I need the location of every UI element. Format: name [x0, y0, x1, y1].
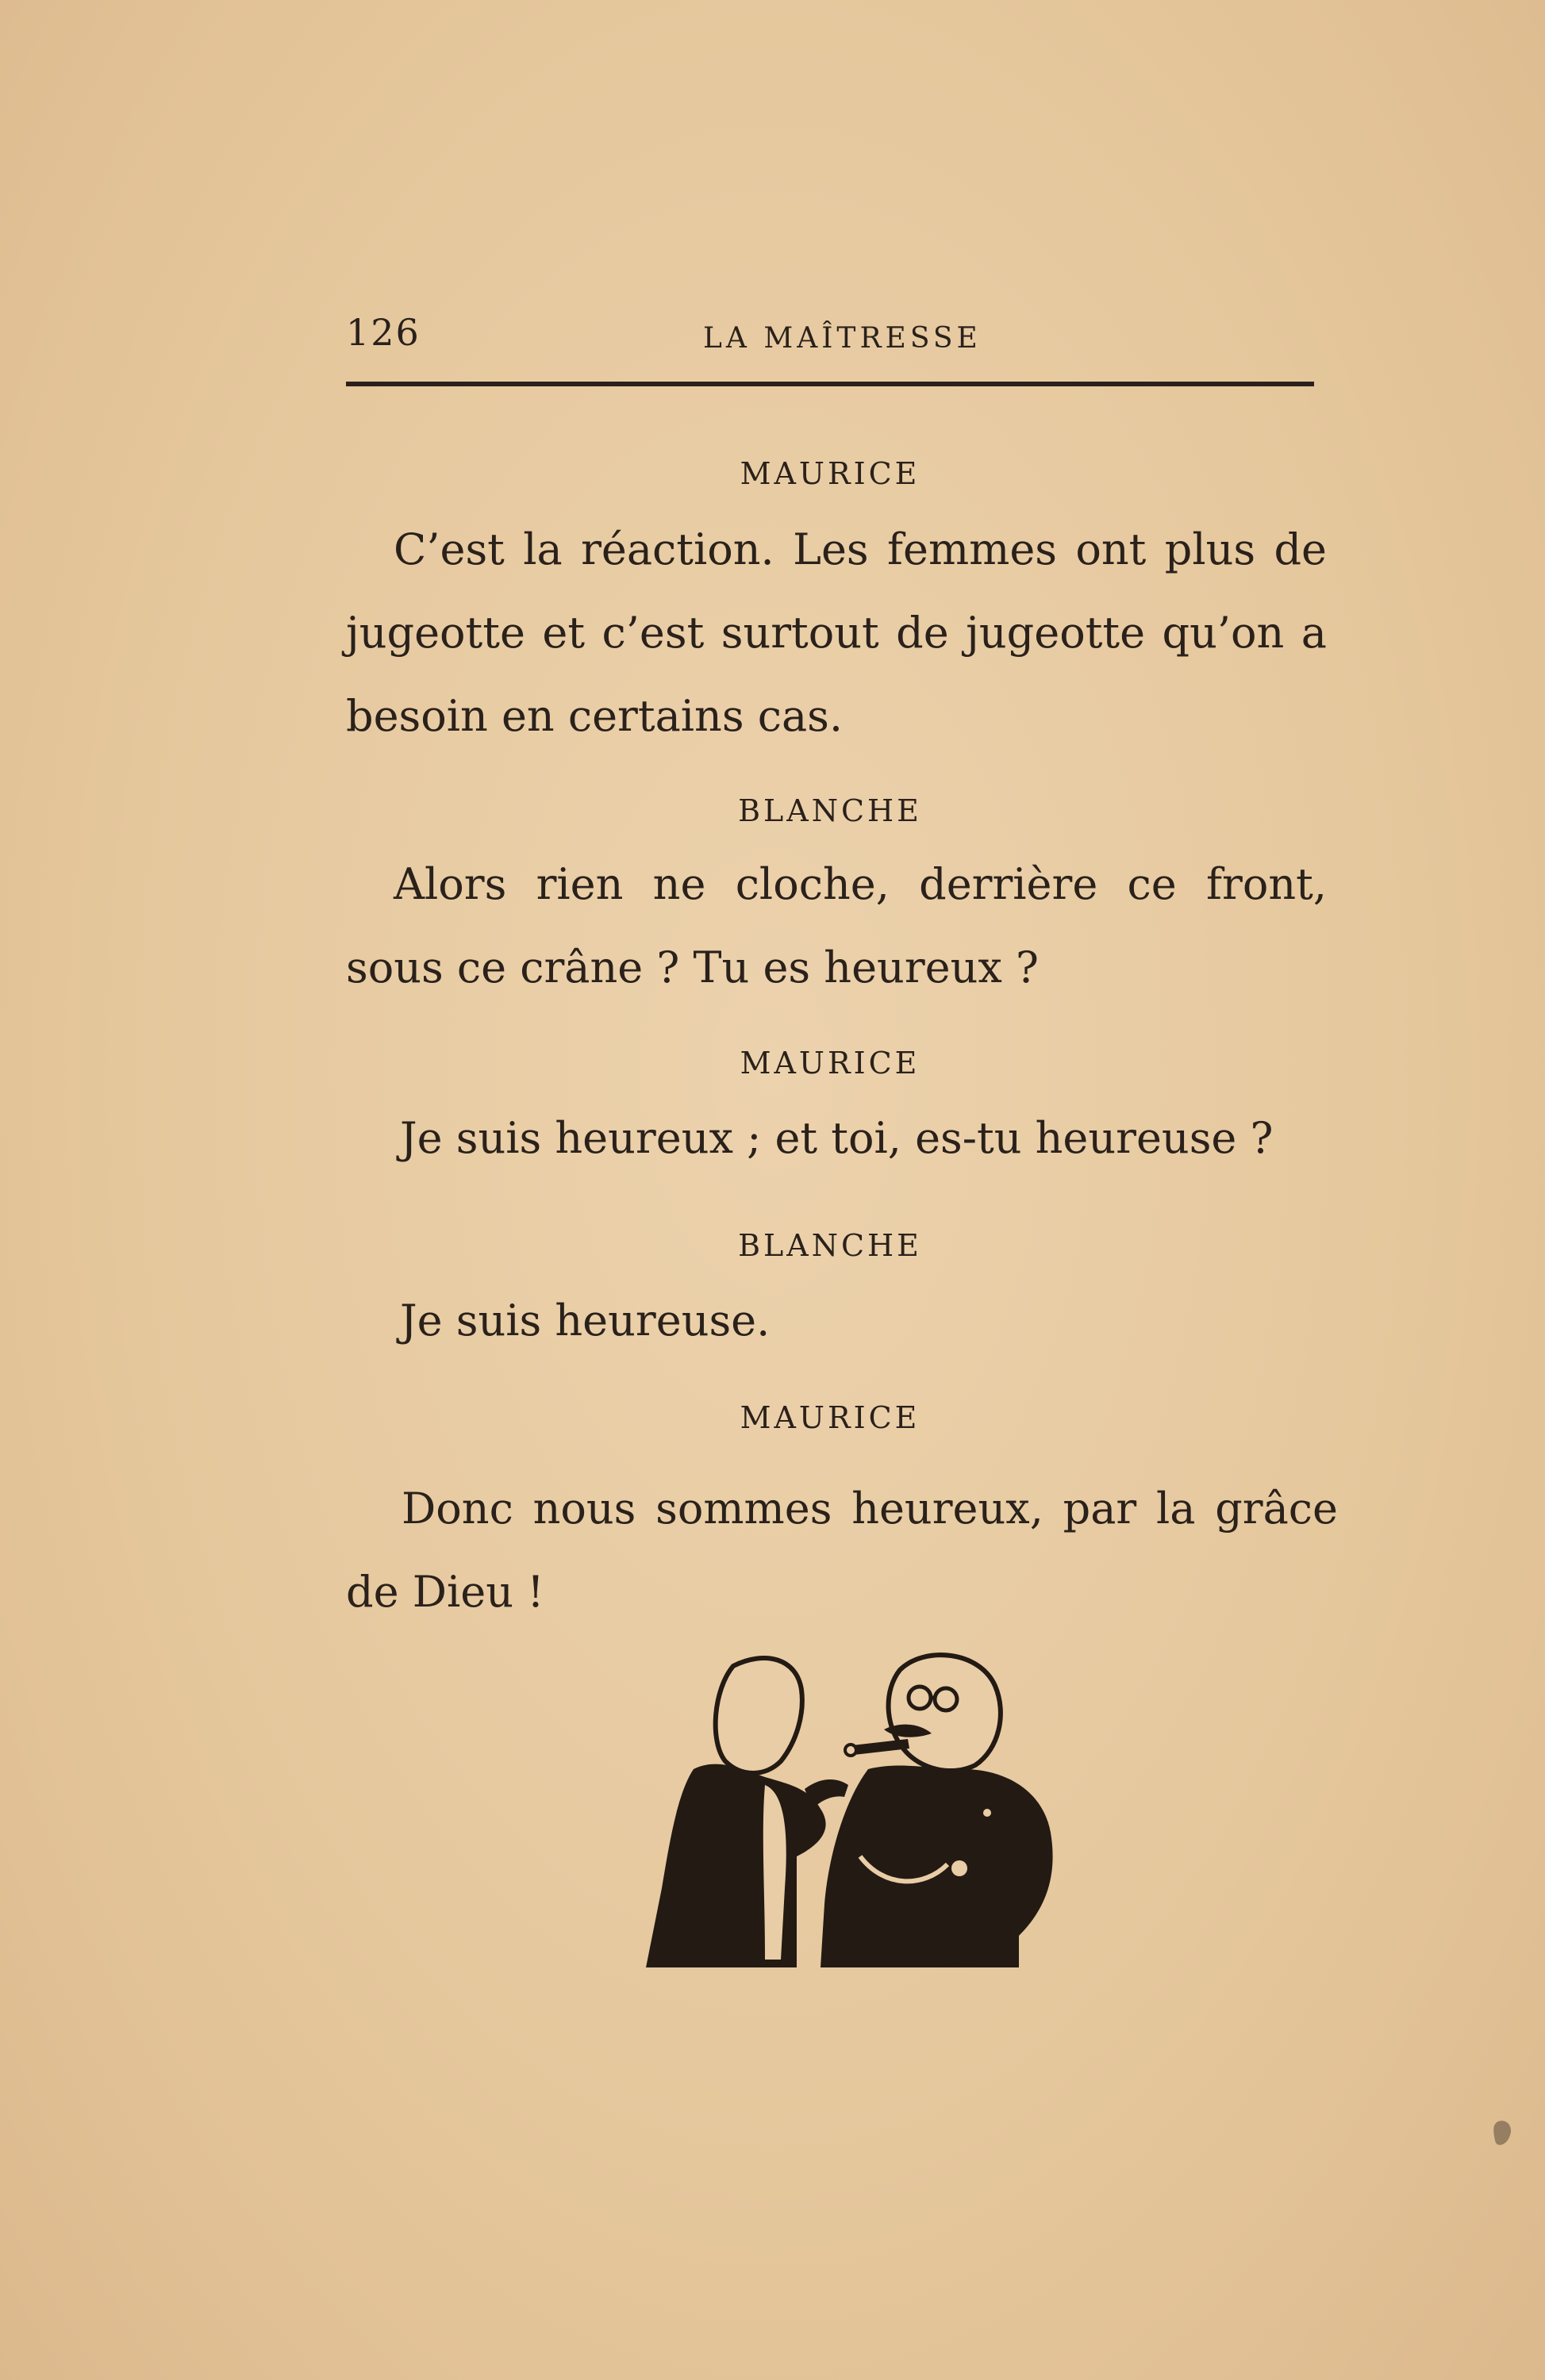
speaker-name: MAURICE [740, 1400, 920, 1435]
two-men-vignette-icon [646, 1650, 1059, 1967]
dialogue-line: sous ce crâne ? Tu es heureux ? [346, 942, 1039, 992]
ink-smudge [1492, 2118, 1516, 2150]
speaker-name: BLANCHE [738, 1228, 922, 1263]
dialogue-line: jugeotte et c’est surtout de jugeotte qu’on a [346, 608, 1327, 658]
speaker-name: MAURICE [740, 456, 920, 491]
dialogue-line: C’est la réaction. Les femmes ont plus de [394, 524, 1327, 574]
speaker-name: MAURICE [740, 1046, 920, 1081]
page-number: 126 [346, 311, 421, 354]
dialogue-line: Je suis heureux ; et toi, es-tu heureuse ? [400, 1113, 1274, 1163]
dialogue-line: Alors rien ne cloche, derrière ce front, [394, 859, 1327, 909]
speaker-name: BLANCHE [738, 793, 922, 828]
header-rule [346, 382, 1314, 386]
dialogue-line: Je suis heureuse. [400, 1296, 771, 1345]
dialogue-line: besoin en certains cas. [346, 691, 844, 741]
dialogue-line: de Dieu ! [346, 1567, 544, 1617]
running-title: LA MAÎTRESSE [703, 322, 982, 355]
dialogue-line: Donc nous sommes heureux, par la grâce [402, 1484, 1338, 1534]
running-head [346, 311, 1314, 359]
